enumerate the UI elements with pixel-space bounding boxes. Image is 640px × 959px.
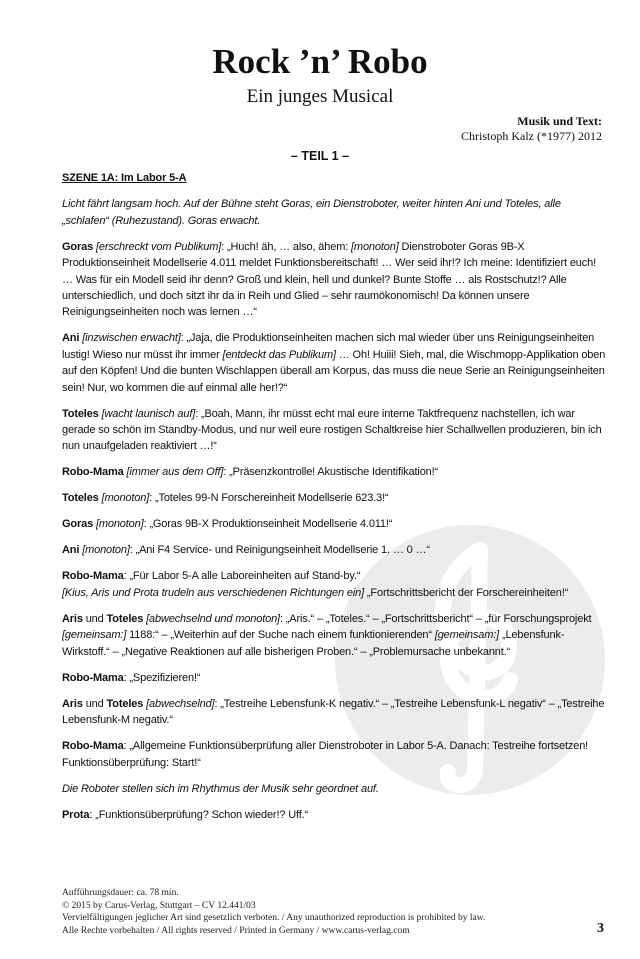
dialogue-paragraph (62, 490, 607, 506)
dialogue-paragraph (62, 611, 607, 660)
speaker-name: Robo-Mama (62, 466, 124, 479)
dialogue-text: : „Allgemeine Funktionsüberprüfung aller Dienstroboter in Labor 5-A. Danach: Testreihe fortsetzen! Funktionsüberprüfung: Start!“ (62, 740, 589, 769)
dialogue-text: : „Ani F4 Service- und Reinigungseinheit Modellserie 1. … 0 …“ (129, 544, 430, 557)
footer-rights: Alle Rechte vorbehalten / All rights reserved / Printed in Germany / www.carus-verlag.com (62, 925, 410, 936)
dialogue-text: und (82, 697, 107, 710)
dialogue-text: : „Goras 9B-X Produktionseinheit Modellserie 4.011!“ (143, 518, 393, 531)
page-subtitle: Ein junges Musical (246, 86, 394, 107)
dialogue-text: 1188:“ – „Weiterhin auf der Suche nach einem funktionierenden“ (126, 629, 435, 642)
speaker-name: Toteles (62, 407, 99, 420)
dialogue-paragraph (62, 568, 607, 601)
speaker-name: Goras (62, 240, 94, 253)
stage-direction: [Kius, Aris und Prota trudeln aus verschiedenen Richtungen ein] (62, 586, 364, 599)
stage-direction: [monoton] (95, 518, 144, 531)
speaker-name: Robo-Mama (62, 570, 124, 583)
footer-duration: Aufführungsdauer: ca. 78 min. (62, 888, 179, 898)
dialogue-text: : „Testreihe Lebensfunk-K negativ.“ – „Testreihe Lebensfunk-L negativ“ – „Testreihe Lebensfunk-M negativ.“ (62, 697, 605, 727)
dialogue-text: „Lebensfunk-Wirkstoff.“ – „Negative Reaktionen auf alle bisherigen Proben.“ – „Problemursache unbekannt.“ (62, 629, 565, 658)
stage-direction: [abwechselnd] (146, 697, 215, 710)
dialogue-text: : „Huch! äh, … also, ähem: (221, 240, 352, 253)
stage-direction: [gemeinsam:] (62, 629, 127, 642)
dialogue-text: : „Spezifizieren!“ (123, 671, 201, 684)
dialogue-text: : „Für Labor 5-A alle Laboreinheiten auf Stand-by.“ (123, 570, 361, 583)
footer-reproduction-notice: Vervielfältigungen jeglicher Art sind gesetzlich verboten. / Any unauthorized reproduction is prohibited by law. (62, 913, 486, 923)
dialogue-paragraph (62, 196, 607, 229)
dialogue-text: Dienstroboter Goras 9B-X Produktionseinheit Modellserie 4.011 meldet Funktionsbereitschaft! … Wer seid ihr!? Ich meine: Identifiziert euch! … Was für ein Modell seid ihr denn? Groß und klein, hell und dunkel? Bunte Stoffe … als Rostschutz!? Alle unterschiedlich, und doch sitzt ihr da in Reih und Glied – sehr raumökonomisch! Da können unsere Reinigungseinheiten noch was lernen …“ (62, 240, 596, 319)
dialogue-text: „Fortschrittsbericht der Forschereinheiten!“ (364, 586, 569, 599)
footer (62, 887, 485, 937)
stage-direction: [wacht launisch auf] (101, 407, 196, 420)
dialogue-text: : „Toteles 99-N Forschereinheit Modellserie 623.3!“ (149, 492, 389, 505)
dialogue-text: : „Aris.“ – „Toteles.“ – „Fortschrittsbericht“ – „für Forschungsprojekt (279, 612, 592, 625)
script-body (62, 170, 607, 833)
page-number: 3 (597, 921, 604, 936)
stage-direction: [monoton] (101, 492, 150, 505)
speaker-name: Ani (62, 544, 80, 557)
dialogue-text: : „Jaja, die Produktionseinheiten machen sich mal wieder über uns Reinigungseinheiten lustig! Wieso nur müsst ihr immer (62, 332, 595, 361)
stage-direction: Licht fährt langsam hoch. Auf der Bühne steht Goras, ein Dienstroboter, weiter hinten Ani und Toteles, alle „schlafen“ (Ruhezustand). Goras erwacht. (62, 198, 561, 227)
speaker-name: Prota (62, 808, 90, 821)
speaker-name: Robo-Mama (62, 740, 124, 753)
dialogue-text: : „Funktionsüberprüfung? Schon wieder!? Uff.“ (89, 808, 309, 821)
stage-direction: [abwechselnd und monoton] (146, 612, 280, 625)
dialogue-list (62, 196, 607, 823)
dialogue-text: … Oh! Huiii! Sieh, mal, die Wischmopp-Applikation oben auf den Köpfen! Und die bunten Wischlappen überall am Korpus, das muss die neue Serie an Reinigungseinheiten sein! Nur, wo kommen die auf einmal alle her!?“ (62, 348, 606, 394)
scene-title: SZENE 1A: Im Labor 5-A (62, 172, 187, 184)
speaker-name: Toteles (62, 492, 99, 505)
speaker-name: Robo-Mama (62, 671, 124, 684)
stage-direction: Die Roboter stellen sich im Rhythmus der Musik sehr geordnet auf. (62, 782, 379, 795)
dialogue-paragraph (62, 516, 607, 532)
footer-copyright: © 2015 by Carus-Verlag, Stuttgart – CV 12.441/03 (62, 900, 256, 911)
stage-direction: [monoton] (82, 544, 130, 557)
speaker-name: Aris (62, 612, 83, 625)
dialogue-paragraph (62, 781, 607, 797)
dialogue-paragraph (62, 738, 607, 771)
dialogue-text: : „Präsenzkontrolle! Akustische Identifikation!“ (223, 466, 439, 479)
speaker-name: Goras (62, 518, 94, 531)
speaker-name: Toteles (106, 612, 144, 625)
dialogue-paragraph (62, 542, 607, 558)
page-bottom (0, 873, 640, 959)
speaker-name: Ani (62, 332, 80, 345)
page-title: Rock ’n’ Robo (212, 42, 428, 81)
dialogue-paragraph (62, 239, 607, 321)
stage-direction: [monoton] (351, 240, 399, 253)
speaker-name: Toteles (106, 697, 144, 710)
stage-direction: [erschreckt vom Publikum] (95, 240, 222, 253)
credit-value: Christoph Kalz (*1977) 2012 (461, 129, 602, 143)
speaker-name: Aris (62, 697, 83, 710)
dialogue-paragraph (62, 406, 607, 455)
stage-direction: [immer aus dem Off] (126, 466, 224, 479)
dialogue-paragraph (62, 807, 607, 823)
stage-direction: [gemeinsam:] (434, 629, 500, 642)
dialogue-paragraph (62, 696, 607, 729)
part-heading: – TEIL 1 – (290, 149, 350, 163)
stage-direction: [inzwischen erwacht] (82, 332, 181, 345)
dialogue-paragraph (62, 464, 607, 480)
dialogue-text: und (82, 612, 107, 625)
dialogue-paragraph (62, 670, 607, 686)
dialogue-paragraph (62, 330, 607, 396)
credit-label: Musik und Text: (517, 114, 602, 128)
stage-direction: [entdeckt das Publikum] (222, 348, 336, 361)
dialogue-text: : „Boah, Mann, ihr müsst echt mal eure interne Taktfrequenz nachstellen, ich war gerade so schön im Standby-Modus, und nur weil eure rostigen Schaltkreise hier Schallwellen produzieren, bin ich nun unaufgeladen reaktiviert …!“ (62, 407, 602, 453)
